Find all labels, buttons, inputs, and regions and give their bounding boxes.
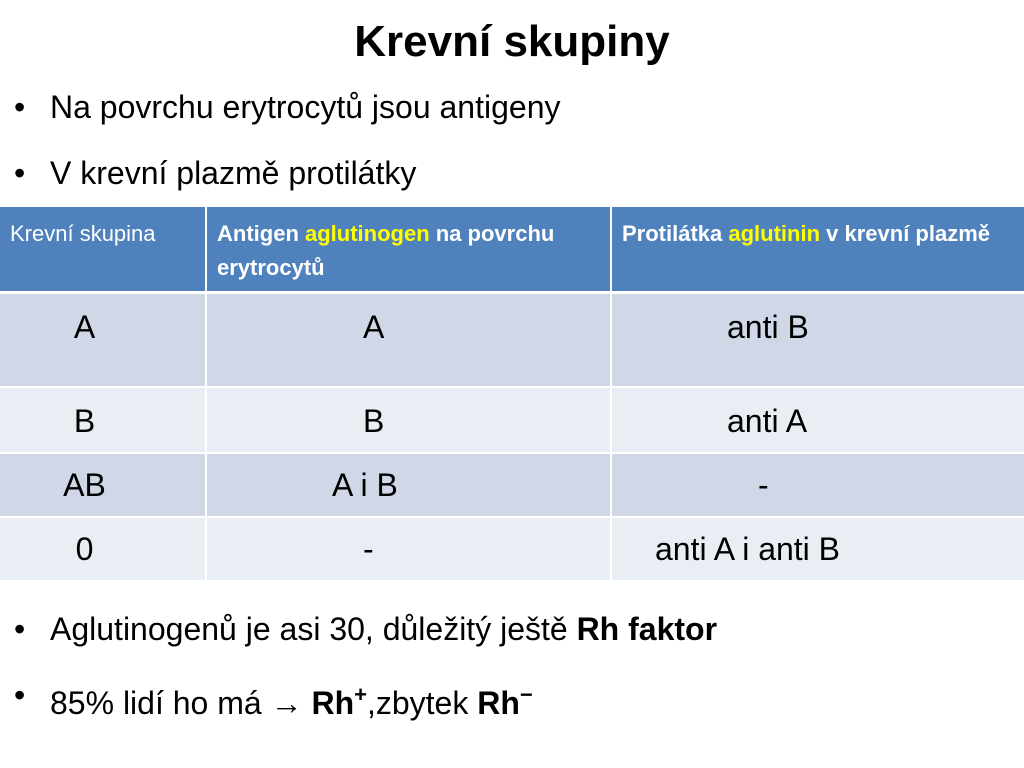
table-header-row <box>0 207 1024 293</box>
cell-text: B <box>73 402 96 439</box>
header-antigen-highlight: aglutinogen <box>305 221 430 246</box>
cell-antibody <box>611 453 1024 517</box>
bullet-item <box>14 150 560 196</box>
cell-text: anti A <box>727 402 808 439</box>
cell-blood-group <box>0 453 206 517</box>
header-antibody-pre: Protilátka <box>622 221 729 246</box>
cell-text: A i B <box>332 466 398 503</box>
cell-text: AB <box>63 466 106 503</box>
bullet-text: Na povrchu erytrocytů jsou antigeny <box>50 89 561 125</box>
cell-blood-group <box>0 387 206 453</box>
bullet-list-bottom <box>14 606 717 746</box>
slide-title: Krevní skupiny <box>354 17 670 66</box>
bullet-text: 85% lidí ho má → <box>50 685 312 721</box>
cell-antigen <box>206 387 611 453</box>
bullet-item <box>14 84 560 130</box>
header-antibody-post: v krevní plazmě <box>820 221 991 246</box>
bullet-dot-icon: • <box>14 89 26 125</box>
cell-text: A <box>73 309 96 345</box>
header-antigen-post: na povrchu erytrocytů <box>217 221 555 280</box>
header-antigen-pre: Antigen <box>217 221 305 246</box>
bullet-dot-icon: • <box>14 677 26 713</box>
cell-blood-group <box>0 293 206 387</box>
bullet-list-top <box>14 84 560 216</box>
blood-group-table <box>0 207 1024 582</box>
table-row <box>0 387 1024 453</box>
bullet-dot-icon: • <box>14 155 26 191</box>
cell-text: B <box>363 402 385 439</box>
cell-text: anti B <box>727 309 809 345</box>
rh-negative-sup: − <box>519 682 533 707</box>
cell-antibody <box>611 517 1024 581</box>
table-row <box>0 293 1024 387</box>
rh-positive-sup: + <box>354 682 367 707</box>
bullet-text: Aglutinogenů je asi 30, důležitý ještě <box>50 611 577 647</box>
bullet-text-mid: ,zbytek <box>366 685 478 721</box>
header-blood-group <box>0 207 206 293</box>
rh-negative-label: Rh <box>477 685 520 721</box>
header-antibody <box>611 207 1024 293</box>
cell-text: 0 <box>75 530 94 567</box>
cell-blood-group <box>0 517 206 581</box>
header-blood-group-text: Krevní skupina <box>10 221 156 246</box>
cell-text: - <box>363 530 374 567</box>
bullet-item <box>14 606 717 652</box>
cell-antigen <box>206 517 611 581</box>
bullet-text: V krevní plazmě protilátky <box>50 155 417 191</box>
bullet-bold-text: Rh faktor <box>576 611 718 647</box>
bullet-dot-icon: • <box>14 611 26 647</box>
cell-antigen <box>206 293 611 387</box>
cell-antibody <box>611 293 1024 387</box>
cell-text: anti A i anti B <box>655 530 841 567</box>
cell-text: A <box>363 309 385 345</box>
table-row <box>0 517 1024 581</box>
cell-text: - <box>758 466 769 503</box>
header-antigen <box>206 207 611 293</box>
header-antibody-highlight: aglutinin <box>728 221 821 246</box>
rh-positive-label: Rh <box>311 685 355 721</box>
bullet-item <box>14 672 717 726</box>
table-row <box>0 453 1024 517</box>
cell-antigen <box>206 453 611 517</box>
cell-antibody <box>611 387 1024 453</box>
